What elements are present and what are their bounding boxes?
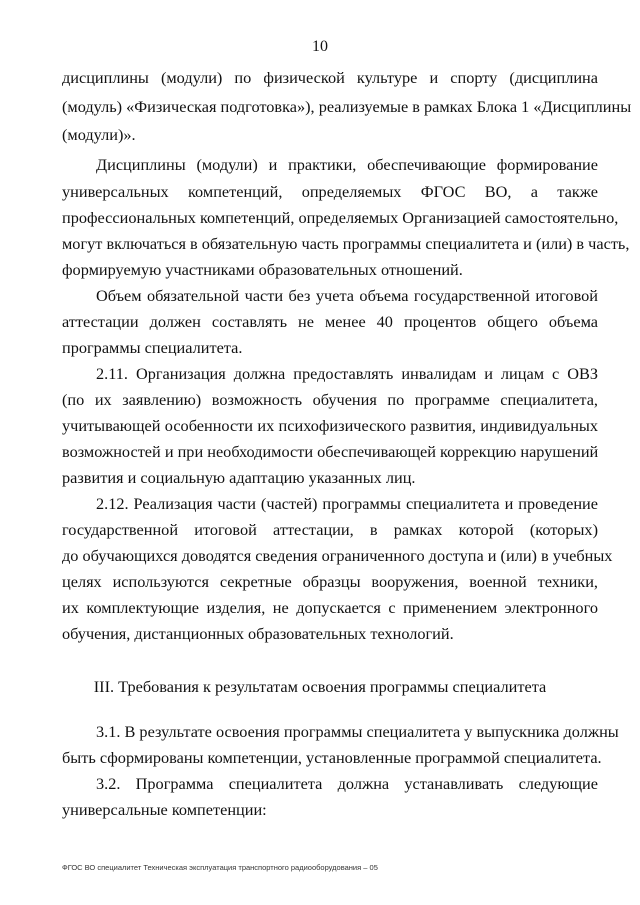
text-line: государственной итоговой аттестации, в рамках которой (которых) [62, 520, 598, 539]
text-line: обучения, дистанционных образовательных технологий. [62, 624, 454, 643]
text-line: могут включаться в обязательную часть программы специалитета и (или) в часть, [62, 234, 630, 253]
text-line: универсальных компетенций, определяемых ФГОС ВО, а также [62, 182, 598, 201]
text-line: аттестации должен составлять не менее 40 процентов общего объема [62, 312, 598, 331]
text-line: их комплектующие изделия, не допускается с применением электронного [62, 598, 598, 617]
text-line: развития и социальную адаптацию указанных лиц. [62, 468, 416, 487]
text-line: программы специалитета. [62, 338, 243, 357]
text-line: быть сформированы компетенции, установленные программой специалитета. [62, 748, 602, 767]
page-footer: ФГОС ВО специалитет Техническая эксплуатация транспортного радиооборудования – 05 [62, 863, 378, 872]
text-line: учитывающей особенности их психофизического развития, индивидуальных [62, 416, 598, 435]
text-line: Объем обязательной части без учета объема государственной итоговой [96, 286, 598, 305]
text-line: (модуль) «Физическая подготовка»), реализуемые в рамках Блока 1 «Дисциплины [62, 97, 632, 116]
text-line: 2.12. Реализация части (частей) программы специалитета и проведение [96, 494, 598, 513]
text-line: дисциплины (модули) по физической культуре и спорту (дисциплина [62, 68, 598, 87]
text-line: профессиональных компетенций, определяемых Организацией самостоятельно, [62, 208, 619, 227]
text-line: (модули)». [62, 125, 136, 144]
text-line: Дисциплины (модули) и практики, обеспечивающие формирование [96, 155, 598, 174]
text-line: возможностей и при необходимости обеспечивающей коррекцию нарушений [62, 442, 599, 461]
text-line: 3.1. В результате освоения программы специалитета у выпускника должны [96, 722, 619, 741]
text-line: универсальные компетенции: [62, 800, 267, 819]
text-line: 3.2. Программа специалитета должна устанавливать следующие [96, 774, 598, 793]
section-heading: III. Требования к результатам освоения программы специалитета [93, 677, 547, 696]
page-number: 10 [312, 38, 328, 55]
text-line: (по их заявлению) возможность обучения по программе специалитета, [62, 390, 598, 409]
text-line: 2.11. Организация должна предоставлять инвалидам и лицам с ОВЗ [96, 364, 598, 383]
text-line: целях используются секретные образцы вооружения, военной техники, [62, 572, 598, 591]
text-line: до обучающихся доводятся сведения ограниченного доступа и (или) в учебных [62, 546, 613, 565]
text-line: формируемую участниками образовательных отношений. [62, 260, 463, 279]
